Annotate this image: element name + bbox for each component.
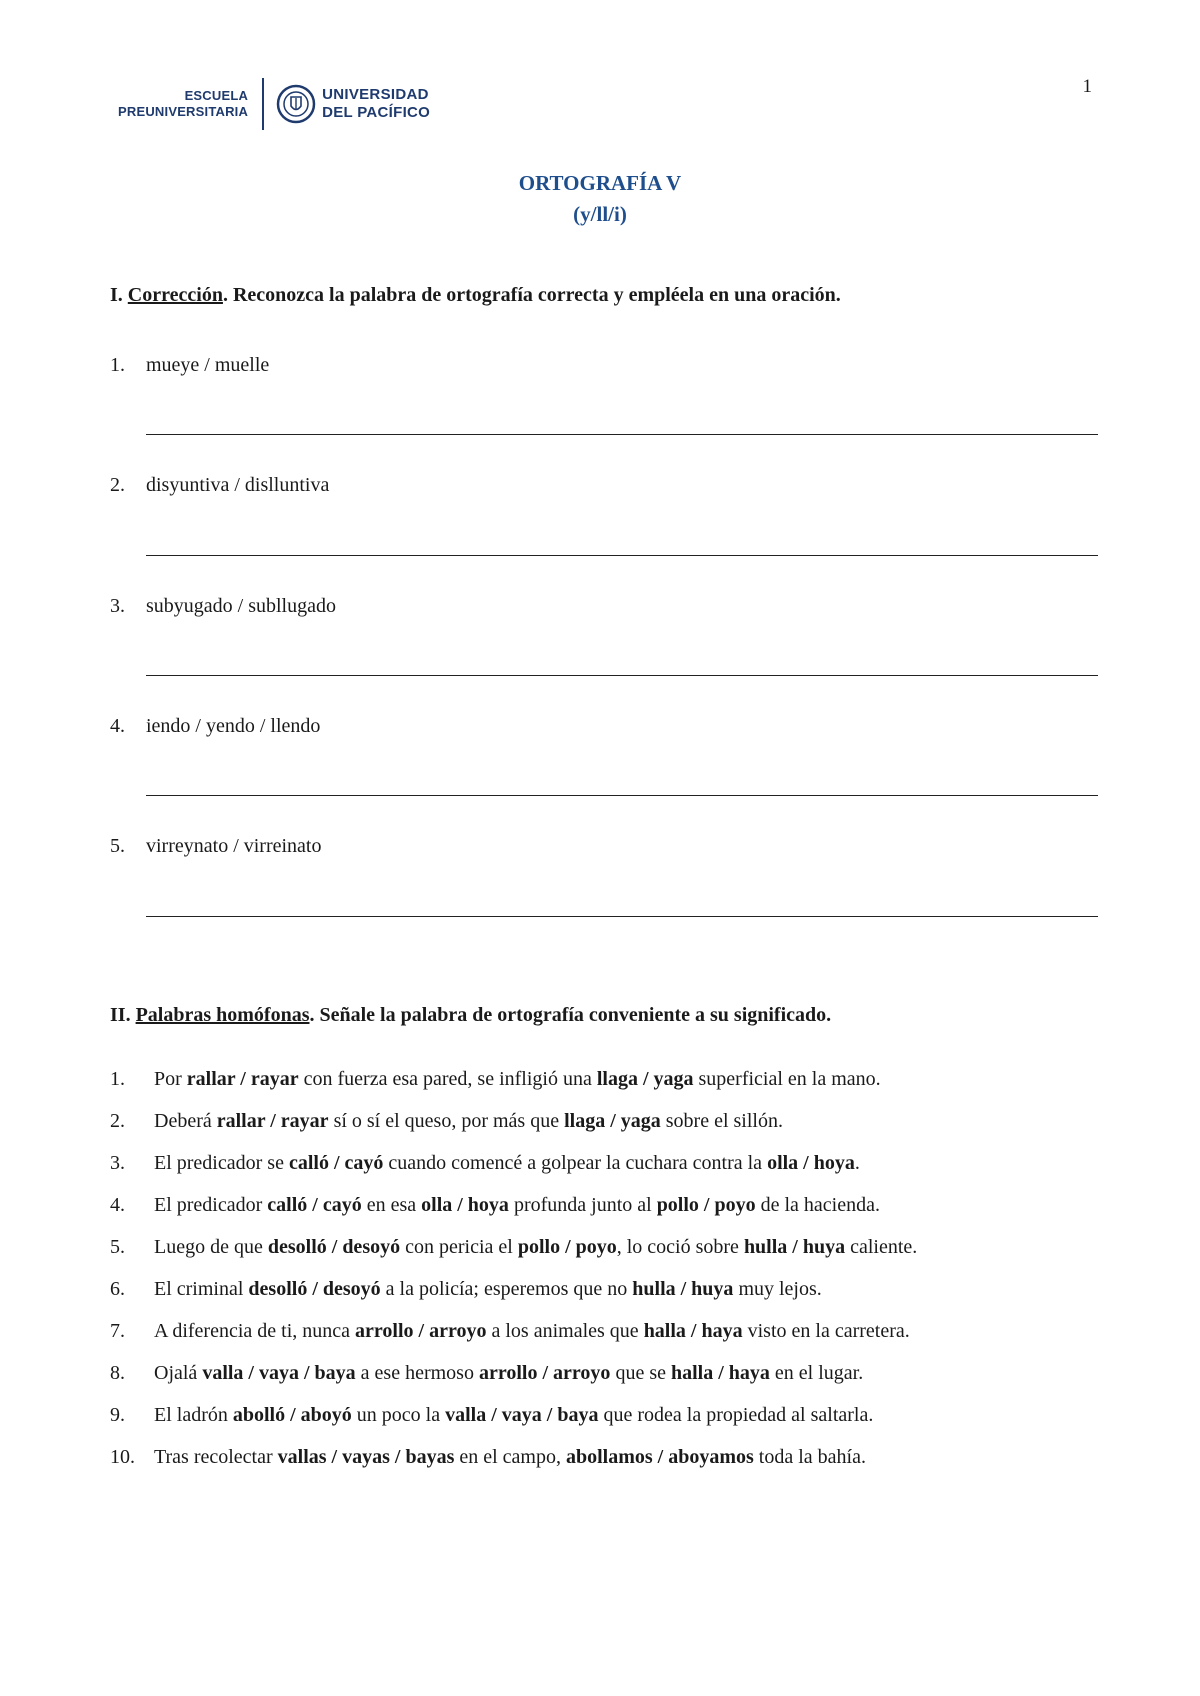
section-1-heading [110, 284, 841, 307]
homophone-item [110, 1068, 1110, 1110]
univ-line-1: UNIVERSIDAD [322, 86, 429, 103]
exercise-1-item [110, 715, 320, 738]
item-sentence [154, 1236, 917, 1278]
sentence-text: Por [154, 1068, 187, 1090]
word-choice[interactable]: llaga / yaga [564, 1110, 661, 1132]
item-sentence [154, 1152, 860, 1194]
sentence-text: con pericia el [400, 1236, 518, 1258]
sentence-text: con fuerza esa pared, se infligió una [298, 1068, 597, 1090]
sentence-text: toda la bahía. [753, 1446, 866, 1468]
section-2-title: Palabras homófonas [135, 1004, 310, 1026]
item-number: 2. [110, 1110, 125, 1132]
sentence-text: sí o sí el queso, por más que [328, 1110, 565, 1132]
item-number: 1. [110, 354, 125, 376]
answer-line[interactable] [146, 795, 1098, 796]
sentence-text: , lo coció sobre [616, 1236, 744, 1258]
homophone-item [110, 1362, 1110, 1404]
exercise-1-item [110, 595, 336, 618]
answer-line[interactable] [146, 434, 1098, 435]
escuela-line-1: ESCUELA [184, 88, 249, 103]
item-sentence [154, 1362, 863, 1404]
sentence-text: que se [610, 1362, 671, 1384]
homophone-item [110, 1404, 1110, 1446]
word-choice[interactable]: abollamos / aboyamos [565, 1446, 754, 1468]
homophone-list [110, 1068, 1110, 1488]
answer-line[interactable] [146, 555, 1098, 556]
word-choice[interactable]: pollo / poyo [656, 1194, 756, 1216]
section-1-prefix: I. [110, 284, 128, 306]
item-text: mueye / muelle [146, 354, 270, 376]
sentence-text: El predicador [154, 1194, 268, 1216]
sentence-text: a los animales que [486, 1320, 644, 1342]
word-choice[interactable]: pollo / poyo [517, 1236, 617, 1258]
item-text: subyugado / subllugado [146, 595, 336, 617]
sentence-text: en esa [361, 1194, 422, 1216]
word-choice[interactable]: desolló / desoyó [248, 1278, 381, 1300]
word-choice[interactable]: arrollo / arroyo [355, 1320, 487, 1342]
page-subtitle: (y/ll/i) [573, 202, 627, 226]
sentence-text: superficial en la mano. [693, 1068, 881, 1090]
sentence-text: A diferencia de ti, nunca [154, 1320, 356, 1342]
university-seal-icon [276, 84, 316, 124]
item-text: disyuntiva / dislluntiva [146, 474, 330, 496]
sentence-text: Ojalá [154, 1362, 203, 1384]
word-choice[interactable]: valla / vaya / baya [202, 1362, 356, 1384]
sentence-text: a la policía; esperemos que no [380, 1278, 633, 1300]
item-number: 3. [110, 1152, 125, 1174]
item-number: 8. [110, 1362, 125, 1384]
item-sentence [154, 1110, 783, 1152]
section-2-instructions: . Señale la palabra de ortografía conveniente a su significado. [309, 1004, 832, 1026]
exercise-1-item [110, 835, 322, 858]
homophone-item [110, 1278, 1110, 1320]
univ-line-2: DEL PACÍFICO [322, 104, 431, 121]
word-choice[interactable]: llaga / yaga [596, 1068, 694, 1090]
sentence-text: El criminal [154, 1278, 249, 1300]
exercise-1-item [110, 474, 329, 497]
sentence-text: Deberá [154, 1110, 217, 1132]
page-title: ORTOGRAFÍA V [518, 171, 682, 195]
homophone-item [110, 1152, 1110, 1194]
page-number: 1 [1082, 76, 1092, 97]
item-sentence [154, 1194, 880, 1236]
item-number: 5. [110, 1236, 125, 1258]
logo-divider [262, 78, 264, 130]
escuela-line-2: PREUNIVERSITARIA [118, 104, 249, 119]
sentence-text: profunda junto al [508, 1194, 657, 1216]
word-choice[interactable]: arrollo / arroyo [478, 1362, 611, 1384]
word-choice[interactable]: halla / haya [643, 1320, 743, 1342]
section-2-prefix: II. [110, 1004, 136, 1026]
answer-line[interactable] [146, 675, 1098, 676]
sentence-text: un poco la [351, 1404, 446, 1426]
item-number: 3. [110, 595, 125, 617]
item-text: iendo / yendo / llendo [146, 715, 321, 737]
exercise-1-item [110, 354, 269, 377]
homophone-item [110, 1320, 1110, 1362]
answer-line[interactable] [146, 916, 1098, 917]
sentence-text: Luego de que [154, 1236, 268, 1258]
sentence-text: sobre el sillón. [660, 1110, 783, 1132]
word-choice[interactable]: hulla / huya [632, 1278, 734, 1300]
sentence-text: en el campo, [454, 1446, 566, 1468]
sentence-text: a ese hermoso [355, 1362, 479, 1384]
item-number: 7. [110, 1320, 125, 1342]
section-1-instructions: . Reconozca la palabra de ortografía correcta y empléela en una oración. [222, 284, 841, 306]
word-choice[interactable]: vallas / vayas / bayas [277, 1446, 455, 1468]
institution-logo [118, 76, 430, 132]
item-sentence [154, 1404, 873, 1446]
item-number: 2. [110, 474, 125, 496]
word-choice[interactable]: halla / haya [670, 1362, 770, 1384]
sentence-text: visto en la carretera. [742, 1320, 910, 1342]
item-number: 5. [110, 835, 125, 857]
sentence-text: en el lugar. [769, 1362, 864, 1384]
item-number: 10. [110, 1446, 135, 1468]
sentence-text: cuando comencé a golpear la cuchara contra la [383, 1152, 768, 1174]
item-sentence [154, 1446, 866, 1488]
item-sentence [154, 1068, 881, 1110]
word-choice[interactable]: rallar / rayar [186, 1068, 299, 1090]
item-number: 1. [110, 1068, 125, 1090]
homophone-item [110, 1110, 1110, 1152]
sentence-text: caliente. [845, 1236, 918, 1258]
word-choice[interactable]: calló / cayó [267, 1194, 362, 1216]
sentence-text: El ladrón [154, 1404, 233, 1426]
section-2-heading [110, 1004, 831, 1027]
item-number: 9. [110, 1404, 125, 1426]
item-sentence [154, 1278, 822, 1320]
sentence-text: Tras recolectar [154, 1446, 278, 1468]
escuela-wordmark [118, 88, 248, 120]
item-sentence [154, 1320, 910, 1362]
word-choice[interactable]: calló / cayó [288, 1152, 384, 1174]
item-number: 4. [110, 715, 125, 737]
item-number: 4. [110, 1194, 125, 1216]
section-1-title: Corrección [127, 284, 223, 306]
word-choice[interactable]: valla / vaya / baya [445, 1404, 599, 1426]
item-number: 6. [110, 1278, 125, 1300]
title-block [0, 168, 1200, 230]
word-choice[interactable]: olla / hoya [767, 1152, 855, 1174]
sentence-text: que rodea la propiedad al saltarla. [598, 1404, 874, 1426]
item-text: virreynato / virreinato [146, 835, 322, 857]
homophone-item [110, 1194, 1110, 1236]
sentence-text: de la hacienda. [755, 1194, 880, 1216]
sentence-text: muy lejos. [733, 1278, 822, 1300]
sentence-text: . [854, 1152, 860, 1174]
word-choice[interactable]: hulla / huya [743, 1236, 846, 1258]
word-choice[interactable]: olla / hoya [421, 1194, 509, 1216]
word-choice[interactable]: rallar / rayar [216, 1110, 329, 1132]
word-choice[interactable]: desolló / desoyó [267, 1236, 401, 1258]
homophone-item [110, 1236, 1110, 1278]
word-choice[interactable]: abolló / aboyó [232, 1404, 352, 1426]
sentence-text: El predicador se [154, 1152, 289, 1174]
homophone-item [110, 1446, 1110, 1488]
university-wordmark [322, 86, 430, 122]
